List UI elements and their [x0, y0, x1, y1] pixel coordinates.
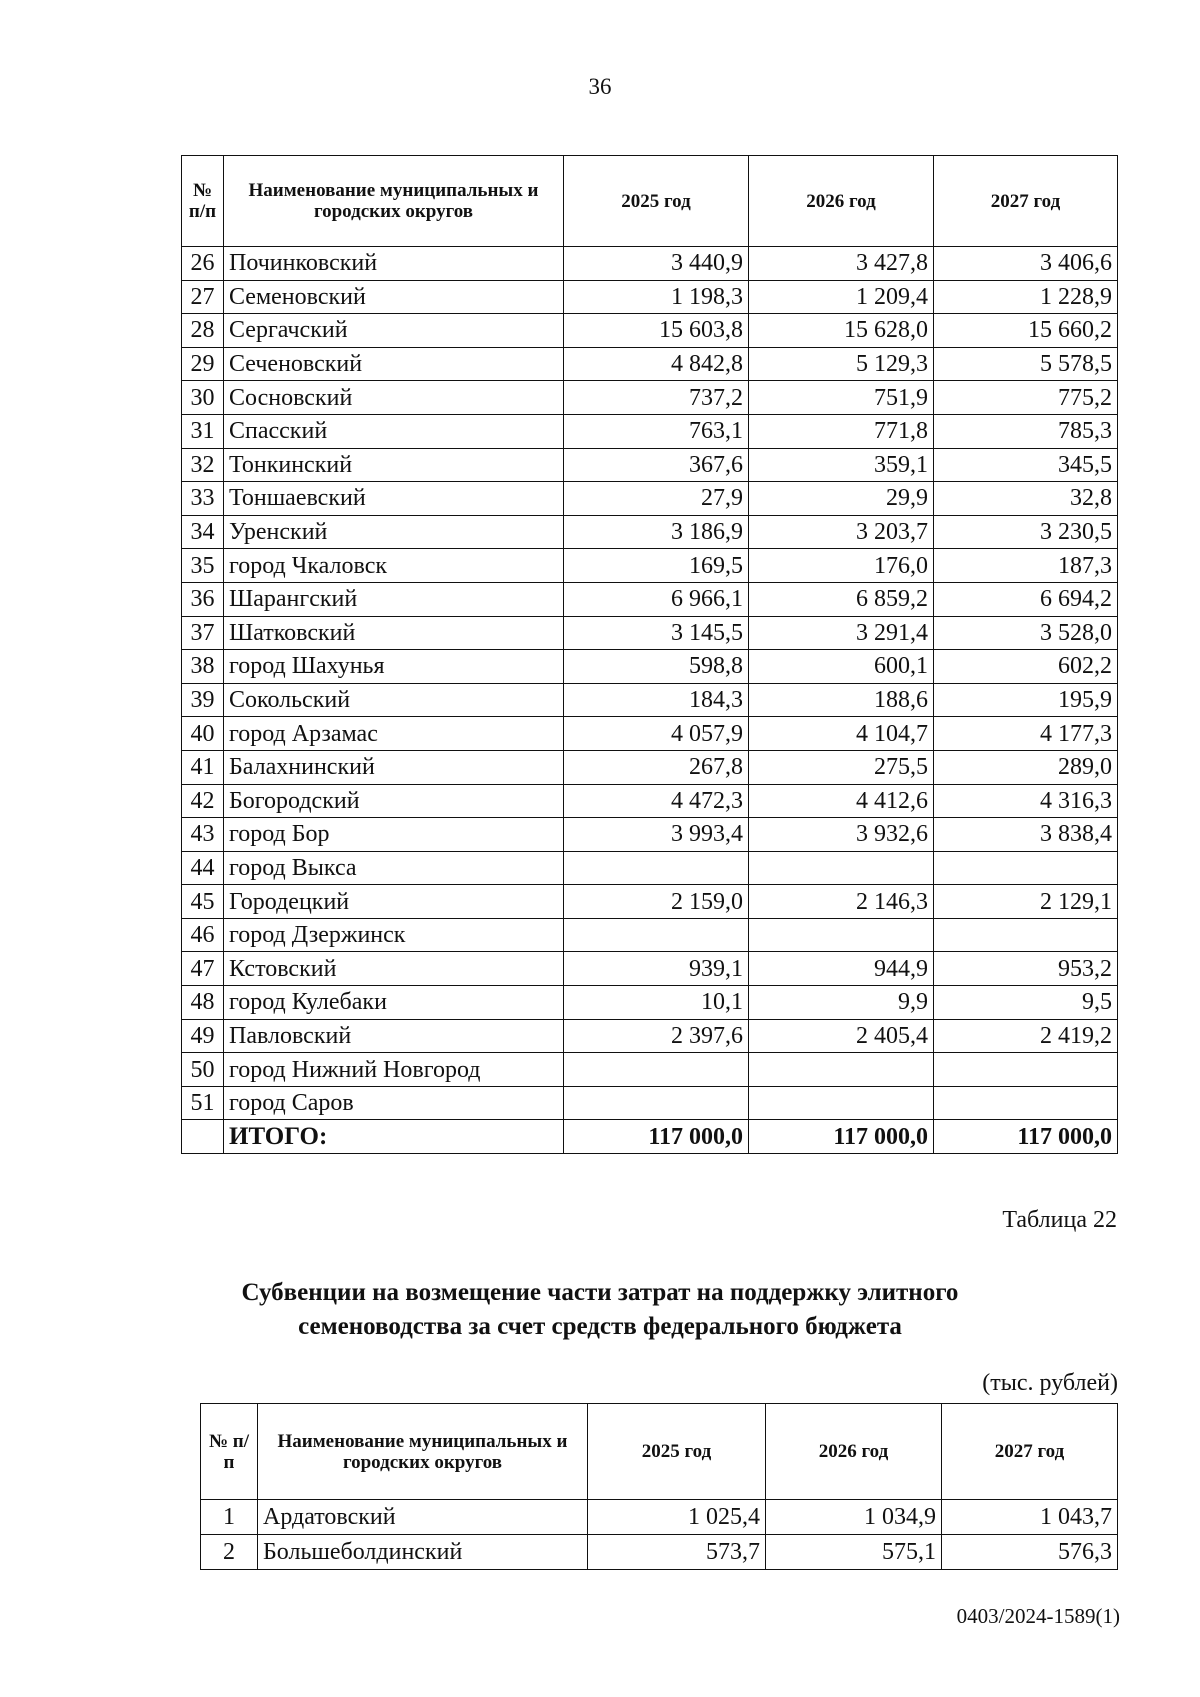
- value-2026: 6 859,2: [749, 582, 934, 616]
- table-row: [182, 650, 1118, 684]
- value-2025: 737,2: [564, 381, 749, 415]
- value-2025: 3 440,9: [564, 247, 749, 281]
- section-title-line-1: Субвенции на возмещение части затрат на поддержку элитного: [241, 1279, 959, 1306]
- value-2025: 1 025,4: [588, 1500, 766, 1535]
- value-2025: 367,6: [564, 448, 749, 482]
- value-2027: [934, 851, 1118, 885]
- district-name: Тонкинский: [224, 448, 564, 482]
- value-2026: 4 412,6: [749, 784, 934, 818]
- value-2025: [564, 1086, 749, 1120]
- district-name: Балахнинский: [224, 750, 564, 784]
- row-number: 43: [182, 818, 224, 852]
- row-number: 30: [182, 381, 224, 415]
- value-2026: 751,9: [749, 381, 934, 415]
- table-row: [182, 616, 1118, 650]
- value-2025: 6 966,1: [564, 582, 749, 616]
- value-2026: 359,1: [749, 448, 934, 482]
- value-2025: 598,8: [564, 650, 749, 684]
- table-body: [182, 247, 1118, 1120]
- value-2027: 1 043,7: [942, 1500, 1118, 1535]
- value-2025: 10,1: [564, 986, 749, 1020]
- district-name: Ардатовский: [258, 1500, 588, 1535]
- value-2027: [934, 1086, 1118, 1120]
- row-number: 31: [182, 414, 224, 448]
- row-number: 26: [182, 247, 224, 281]
- row-number: 41: [182, 750, 224, 784]
- value-2026: 15 628,0: [749, 314, 934, 348]
- subsidy-table-continued: [181, 155, 1118, 1154]
- row-number: 44: [182, 851, 224, 885]
- row-number: 51: [182, 1086, 224, 1120]
- section-title: [150, 1276, 1050, 1344]
- value-2026: 2 405,4: [749, 1019, 934, 1053]
- district-name: город Дзержинск: [224, 918, 564, 952]
- value-2027: 953,2: [934, 952, 1118, 986]
- value-2026: 275,5: [749, 750, 934, 784]
- table-row: [182, 280, 1118, 314]
- table-row: [182, 582, 1118, 616]
- row-number: 36: [182, 582, 224, 616]
- value-2027: 3 528,0: [934, 616, 1118, 650]
- value-2027: 3 230,5: [934, 515, 1118, 549]
- table-row: [182, 885, 1118, 919]
- total-number-cell: [182, 1120, 224, 1154]
- value-2025: 3 145,5: [564, 616, 749, 650]
- district-name: Сеченовский: [224, 347, 564, 381]
- district-name: город Саров: [224, 1086, 564, 1120]
- table-header-row: [201, 1404, 1118, 1500]
- table-body: [201, 1500, 1118, 1570]
- value-2026: 944,9: [749, 952, 934, 986]
- table-row: [182, 381, 1118, 415]
- value-2026: 188,6: [749, 683, 934, 717]
- value-2025: 1 198,3: [564, 280, 749, 314]
- value-2027: 602,2: [934, 650, 1118, 684]
- elite-seed-subsidy-table: [200, 1403, 1118, 1570]
- value-2027: 785,3: [934, 414, 1118, 448]
- total-2026: 117 000,0: [749, 1120, 934, 1154]
- value-2025: 267,8: [564, 750, 749, 784]
- value-2027: 195,9: [934, 683, 1118, 717]
- district-name: город Выкса: [224, 851, 564, 885]
- value-2025: 573,7: [588, 1535, 766, 1570]
- total-label: ИТОГО:: [224, 1120, 564, 1154]
- table-row: [182, 515, 1118, 549]
- value-2025: 169,5: [564, 549, 749, 583]
- value-2026: 3 932,6: [749, 818, 934, 852]
- district-name: Городецкий: [224, 885, 564, 919]
- district-name: Большеболдинский: [258, 1535, 588, 1570]
- value-2025: [564, 1053, 749, 1087]
- row-number: 50: [182, 1053, 224, 1087]
- district-name: город Арзамас: [224, 717, 564, 751]
- value-2025: 3 993,4: [564, 818, 749, 852]
- value-2026: [749, 1086, 934, 1120]
- value-2027: 5 578,5: [934, 347, 1118, 381]
- value-2025: 4 472,3: [564, 784, 749, 818]
- header-number: № п/п: [182, 156, 224, 247]
- value-2026: [749, 1053, 934, 1087]
- row-number: 28: [182, 314, 224, 348]
- table-row: [182, 448, 1118, 482]
- document-code: 0403/2024-1589(1): [956, 1604, 1120, 1628]
- district-name: Тоншаевский: [224, 482, 564, 516]
- table-row: [182, 784, 1118, 818]
- row-number: 35: [182, 549, 224, 583]
- district-name: Сергачский: [224, 314, 564, 348]
- district-name: Богородский: [224, 784, 564, 818]
- value-2027: 1 228,9: [934, 280, 1118, 314]
- value-2026: 3 291,4: [749, 616, 934, 650]
- district-name: город Нижний Новгород: [224, 1053, 564, 1087]
- row-number: 1: [201, 1500, 258, 1535]
- value-2027: 289,0: [934, 750, 1118, 784]
- value-2026: 176,0: [749, 549, 934, 583]
- units-note: (тыс. рублей): [982, 1370, 1118, 1396]
- header-name: Наименование муниципальных и городских округов: [258, 1404, 588, 1500]
- value-2027: 187,3: [934, 549, 1118, 583]
- table-row: [182, 952, 1118, 986]
- district-name: Починковский: [224, 247, 564, 281]
- total-row: [182, 1120, 1118, 1154]
- value-2027: 3 406,6: [934, 247, 1118, 281]
- value-2027: [934, 1053, 1118, 1087]
- district-name: город Шахунья: [224, 650, 564, 684]
- district-name: Кстовский: [224, 952, 564, 986]
- table-row: [182, 683, 1118, 717]
- value-2027: 345,5: [934, 448, 1118, 482]
- value-2025: 763,1: [564, 414, 749, 448]
- district-name: Уренский: [224, 515, 564, 549]
- table-row: [182, 482, 1118, 516]
- row-number: 42: [182, 784, 224, 818]
- table-row: [182, 347, 1118, 381]
- value-2025: 2 397,6: [564, 1019, 749, 1053]
- row-number: 33: [182, 482, 224, 516]
- section-title-line-2: семеноводства за счет средств федерального бюджета: [298, 1313, 902, 1340]
- value-2025: 2 159,0: [564, 885, 749, 919]
- district-name: Семеновский: [224, 280, 564, 314]
- table-row: [201, 1535, 1118, 1570]
- value-2027: 2 419,2: [934, 1019, 1118, 1053]
- total-2027: 117 000,0: [934, 1120, 1118, 1154]
- value-2026: 600,1: [749, 650, 934, 684]
- table-row: [182, 1053, 1118, 1087]
- value-2026: 575,1: [766, 1535, 942, 1570]
- header-2025: 2025 год: [564, 156, 749, 247]
- district-name: город Чкаловск: [224, 549, 564, 583]
- value-2027: 6 694,2: [934, 582, 1118, 616]
- district-name: город Кулебаки: [224, 986, 564, 1020]
- header-name: Наименование муниципальных и городских округов: [224, 156, 564, 247]
- row-number: 40: [182, 717, 224, 751]
- table-row: [182, 549, 1118, 583]
- value-2025: [564, 851, 749, 885]
- row-number: 46: [182, 918, 224, 952]
- value-2026: [749, 851, 934, 885]
- page-number: 36: [588, 74, 612, 99]
- row-number: 37: [182, 616, 224, 650]
- header-2027: 2027 год: [934, 156, 1118, 247]
- value-2027: [934, 918, 1118, 952]
- value-2025: 15 603,8: [564, 314, 749, 348]
- table-row: [182, 1019, 1118, 1053]
- table-row: [182, 414, 1118, 448]
- row-number: 38: [182, 650, 224, 684]
- table-row: [182, 918, 1118, 952]
- table-row: [182, 851, 1118, 885]
- value-2026: 4 104,7: [749, 717, 934, 751]
- table-row: [201, 1500, 1118, 1535]
- value-2027: 576,3: [942, 1535, 1118, 1570]
- value-2025: 939,1: [564, 952, 749, 986]
- value-2027: 4 316,3: [934, 784, 1118, 818]
- value-2027: 15 660,2: [934, 314, 1118, 348]
- value-2026: 3 427,8: [749, 247, 934, 281]
- value-2027: 32,8: [934, 482, 1118, 516]
- value-2027: 2 129,1: [934, 885, 1118, 919]
- table-row: [182, 1086, 1118, 1120]
- row-number: 27: [182, 280, 224, 314]
- header-2025: 2025 год: [588, 1404, 766, 1500]
- header-2027: 2027 год: [942, 1404, 1118, 1500]
- value-2025: 4 057,9: [564, 717, 749, 751]
- row-number: 2: [201, 1535, 258, 1570]
- value-2025: [564, 918, 749, 952]
- value-2026: 9,9: [749, 986, 934, 1020]
- header-2026: 2026 год: [766, 1404, 942, 1500]
- row-number: 49: [182, 1019, 224, 1053]
- row-number: 32: [182, 448, 224, 482]
- value-2026: 771,8: [749, 414, 934, 448]
- value-2025: 184,3: [564, 683, 749, 717]
- table-row: [182, 986, 1118, 1020]
- value-2026: 5 129,3: [749, 347, 934, 381]
- district-name: Шатковский: [224, 616, 564, 650]
- district-name: Шарангский: [224, 582, 564, 616]
- value-2025: 3 186,9: [564, 515, 749, 549]
- value-2026: 1 209,4: [749, 280, 934, 314]
- table-row: [182, 314, 1118, 348]
- district-name: Спасский: [224, 414, 564, 448]
- value-2026: 1 034,9: [766, 1500, 942, 1535]
- district-name: Павловский: [224, 1019, 564, 1053]
- value-2027: 3 838,4: [934, 818, 1118, 852]
- table-row: [182, 247, 1118, 281]
- value-2027: 775,2: [934, 381, 1118, 415]
- value-2026: [749, 918, 934, 952]
- table-row: [182, 717, 1118, 751]
- value-2027: 4 177,3: [934, 717, 1118, 751]
- row-number: 45: [182, 885, 224, 919]
- row-number: 39: [182, 683, 224, 717]
- district-name: Сосновский: [224, 381, 564, 415]
- header-number: № п/п: [201, 1404, 258, 1500]
- row-number: 29: [182, 347, 224, 381]
- table-header-row: [182, 156, 1118, 247]
- table-row: [182, 818, 1118, 852]
- row-number: 34: [182, 515, 224, 549]
- table-row: [182, 750, 1118, 784]
- row-number: 48: [182, 986, 224, 1020]
- value-2025: 4 842,8: [564, 347, 749, 381]
- value-2026: 2 146,3: [749, 885, 934, 919]
- table-label: Таблица 22: [1002, 1207, 1117, 1233]
- value-2027: 9,5: [934, 986, 1118, 1020]
- district-name: Сокольский: [224, 683, 564, 717]
- value-2026: 29,9: [749, 482, 934, 516]
- total-2025: 117 000,0: [564, 1120, 749, 1154]
- district-name: город Бор: [224, 818, 564, 852]
- value-2025: 27,9: [564, 482, 749, 516]
- row-number: 47: [182, 952, 224, 986]
- header-2026: 2026 год: [749, 156, 934, 247]
- value-2026: 3 203,7: [749, 515, 934, 549]
